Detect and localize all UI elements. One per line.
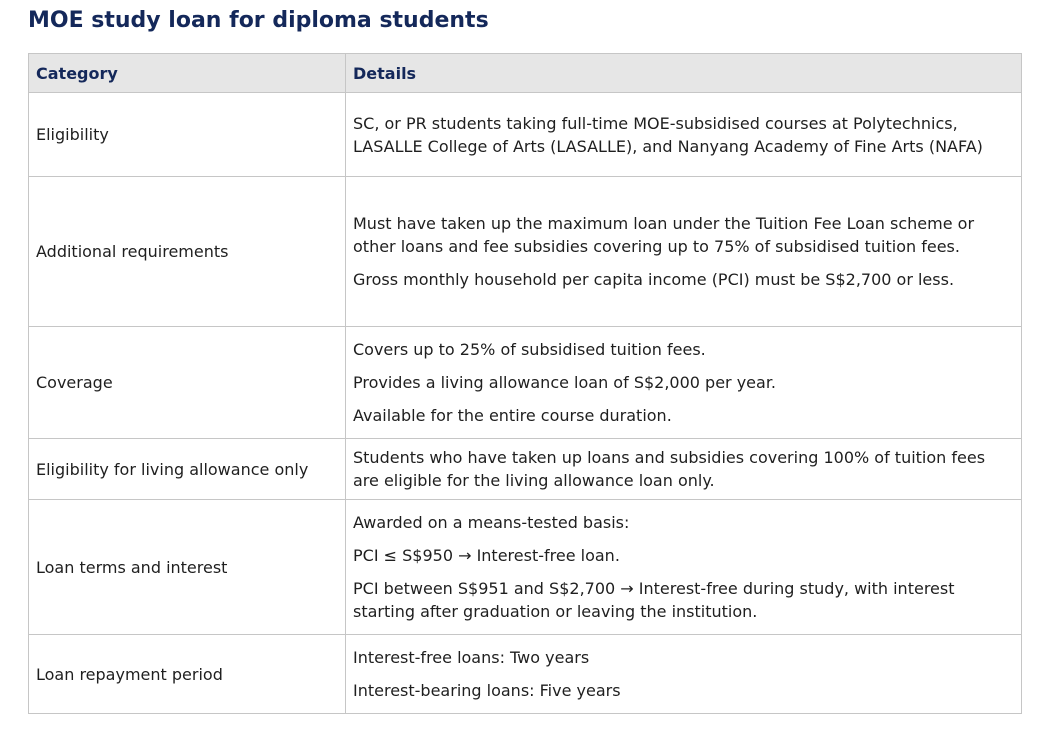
category-cell: Additional requirements	[29, 177, 346, 327]
table-header-row	[29, 54, 1022, 93]
column-header-category: Category	[29, 54, 346, 93]
category-cell: Loan repayment period	[29, 635, 346, 714]
details-text: Must have taken up the maximum loan under the Tuition Fee Loan scheme or other loans and fee subsidies covering up to 75% of subsidised tuition fees.	[353, 214, 975, 256]
category-cell: Loan terms and interest	[29, 500, 346, 635]
details-text: Awarded on a means-tested basis:	[353, 513, 630, 532]
details-text: PCI between S$951 and S$2,700 → Interest-free during study, with interest starting after graduation or leaving the institution.	[353, 579, 955, 621]
details-text: Interest-bearing loans: Five years	[353, 681, 621, 700]
details-cell	[346, 635, 1022, 714]
column-header-details: Details	[346, 54, 1022, 93]
details-cell	[346, 327, 1022, 439]
details-text: Students who have taken up loans and subsidies covering 100% of tuition fees are eligible for the living allowance loan only.	[353, 448, 986, 490]
table-row-living-allowance	[29, 439, 1022, 500]
table-row-additional-requirements	[29, 177, 1022, 327]
table-row-loan-terms	[29, 500, 1022, 635]
details-text: Covers up to 25% of subsidised tuition fees.	[353, 340, 706, 359]
details-cell	[346, 93, 1022, 177]
category-cell: Coverage	[29, 327, 346, 439]
details-text: Provides a living allowance loan of S$2,000 per year.	[353, 373, 777, 392]
page-title: MOE study loan for diploma students	[28, 8, 489, 33]
details-cell	[346, 500, 1022, 635]
details-cell	[346, 177, 1022, 327]
details-text: PCI ≤ S$950 → Interest-free loan.	[353, 546, 620, 565]
loan-table	[28, 53, 1022, 714]
category-cell: Eligibility for living allowance only	[29, 439, 346, 500]
details-text: Interest-free loans: Two years	[353, 648, 590, 667]
table-row-coverage	[29, 327, 1022, 439]
table-row-repayment-period	[29, 635, 1022, 714]
table-row-eligibility	[29, 93, 1022, 177]
details-cell	[346, 439, 1022, 500]
category-cell: Eligibility	[29, 93, 346, 177]
details-text: Gross monthly household per capita income (PCI) must be S$2,700 or less.	[353, 270, 955, 289]
details-text: SC, or PR students taking full-time MOE-subsidised courses at Polytechnics, LASALLE College of Arts (LASALLE), and Nanyang Academy of Fine Arts (NAFA)	[353, 113, 983, 156]
details-text: Available for the entire course duration.	[353, 406, 672, 425]
